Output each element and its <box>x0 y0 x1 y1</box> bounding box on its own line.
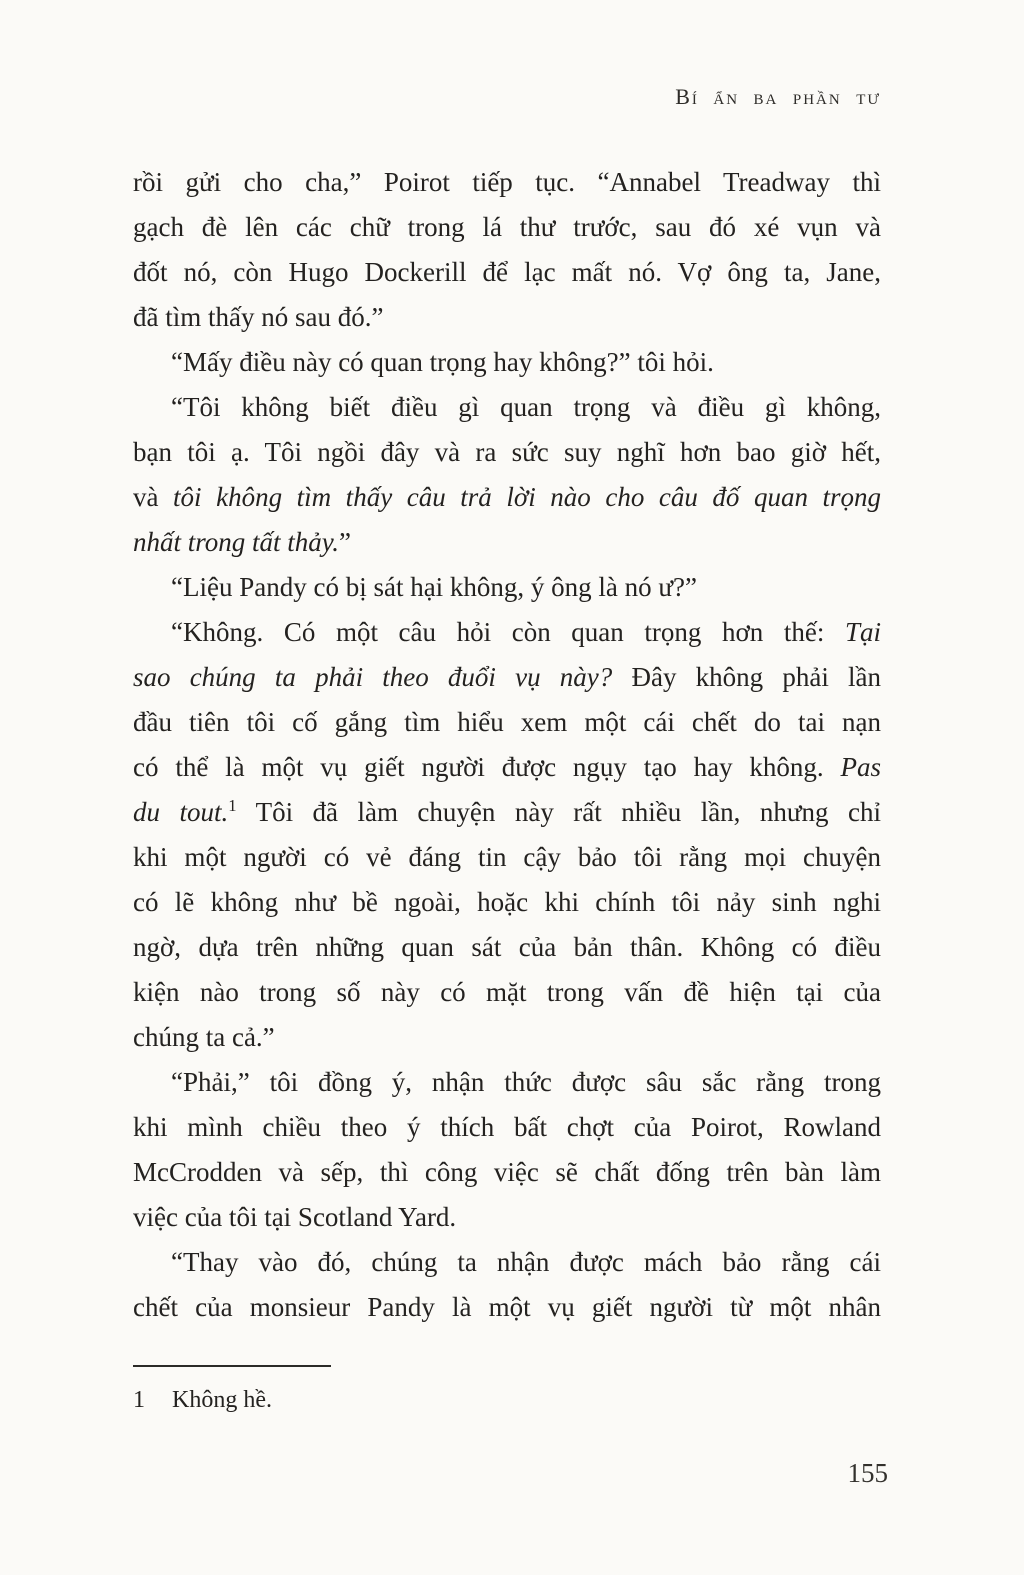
text-line <box>133 655 881 700</box>
footnote <box>133 1383 881 1417</box>
running-head-title: Bí ẩn ba phần tư <box>675 84 881 109</box>
italic-text: Tại <box>844 617 881 647</box>
paragraph <box>133 565 881 610</box>
text-line <box>133 1015 881 1060</box>
text-line <box>133 835 881 880</box>
body-text <box>133 160 881 1330</box>
text-segment: đầu tiên tôi cố gắng tìm hiểu xem một cái chết do tai nạn <box>133 707 881 737</box>
footnote-rule <box>133 1365 331 1367</box>
paragraph <box>133 160 881 340</box>
text-segment: và <box>133 482 174 512</box>
text-line <box>133 1240 881 1285</box>
text-line <box>133 925 881 970</box>
text-segment: “Phải,” tôi đồng ý, nhận thức được sâu sắc rằng trong <box>171 1067 881 1097</box>
text-line <box>133 295 881 340</box>
text-line <box>133 1060 881 1105</box>
text-line <box>133 340 881 385</box>
text-segment: Đây không phải lần <box>612 662 881 692</box>
text-line <box>133 1195 881 1240</box>
paragraph <box>133 610 881 1060</box>
text-line <box>133 700 881 745</box>
text-segment: “Liệu Pandy có bị sát hại không, ý ông là nó ư?” <box>171 572 698 602</box>
text-line <box>133 250 881 295</box>
italic-text: Pas <box>840 752 881 782</box>
text-segment: “Thay vào đó, chúng ta nhận được mách bảo rằng cái <box>171 1247 881 1277</box>
text-line <box>133 1105 881 1150</box>
paragraph <box>133 1240 881 1330</box>
text-line <box>133 475 881 520</box>
text-segment: bạn tôi ạ. Tôi ngồi đây và ra sức suy nghĩ hơn bao giờ hết, <box>133 437 881 467</box>
footnote-text: Không hề. <box>172 1387 272 1413</box>
text-segment: “Không. Có một câu hỏi còn quan trọng hơn thế: <box>171 617 845 647</box>
text-segment: có lẽ không như bề ngoài, hoặc khi chính tôi nảy sinh nghi <box>133 887 881 917</box>
text-segment: chúng ta cả.” <box>133 1022 275 1052</box>
footnote-marker: 1 <box>133 1387 145 1413</box>
text-segment: chết của monsieur Pandy là một vụ giết người từ một nhân <box>133 1292 881 1322</box>
text-line <box>133 745 881 790</box>
italic-text: du tout. <box>133 797 229 827</box>
text-segment: Tôi đã làm chuyện này rất nhiều lần, nhưng chỉ <box>236 797 881 827</box>
text-segment: ngờ, dựa trên những quan sát của bản thân. Không có điều <box>133 932 881 962</box>
text-line <box>133 520 881 565</box>
text-segment: “Mấy điều này có quan trọng hay không?” tôi hỏi. <box>171 347 714 377</box>
text-line <box>133 385 881 430</box>
text-segment: ” <box>339 527 351 557</box>
italic-text: tôi không tìm thấy câu trả lời nào cho câu đố quan trọng <box>173 482 882 512</box>
italic-text: sao chúng ta phải theo đuổi vụ này? <box>133 662 613 692</box>
text-segment: “Tôi không biết điều gì quan trọng và điều gì không, <box>171 392 881 422</box>
text-segment: khi một người có vẻ đáng tin cậy bảo tôi rằng mọi chuyện <box>133 842 881 872</box>
text-segment: việc của tôi tại Scotland Yard. <box>133 1202 457 1232</box>
text-line <box>133 205 881 250</box>
footnote-ref: 1 <box>228 796 237 815</box>
page-number: 155 <box>847 1458 888 1488</box>
text-line <box>133 610 881 655</box>
text-segment: kiện nào trong số này có mặt trong vấn đề hiện tại của <box>133 977 881 1007</box>
text-segment: rồi gửi cho cha,” Poirot tiếp tục. “Annabel Treadway thì <box>133 167 881 197</box>
paragraph <box>133 340 881 385</box>
paragraph <box>133 385 881 565</box>
text-segment: đã tìm thấy nó sau đó.” <box>133 302 384 332</box>
text-segment: có thể là một vụ giết người được ngụy tạo hay không. <box>133 752 841 782</box>
text-segment: đốt nó, còn Hugo Dockerill để lạc mất nó. Vợ ông ta, Jane, <box>133 257 881 287</box>
paragraph <box>133 1060 881 1240</box>
text-segment: McCrodden và sếp, thì công việc sẽ chất đống trên bàn làm <box>133 1157 881 1187</box>
text-line <box>133 565 881 610</box>
text-segment: gạch đè lên các chữ trong lá thư trước, sau đó xé vụn và <box>133 212 881 242</box>
text-line <box>133 1150 881 1195</box>
text-line <box>133 160 881 205</box>
text-line <box>133 430 881 475</box>
italic-text: nhất trong tất thảy. <box>133 527 340 557</box>
text-line <box>133 880 881 925</box>
text-line <box>133 790 881 835</box>
text-segment: khi mình chiều theo ý thích bất chợt của Poirot, Rowland <box>133 1112 881 1142</box>
text-line <box>133 970 881 1015</box>
text-line <box>133 1285 881 1330</box>
